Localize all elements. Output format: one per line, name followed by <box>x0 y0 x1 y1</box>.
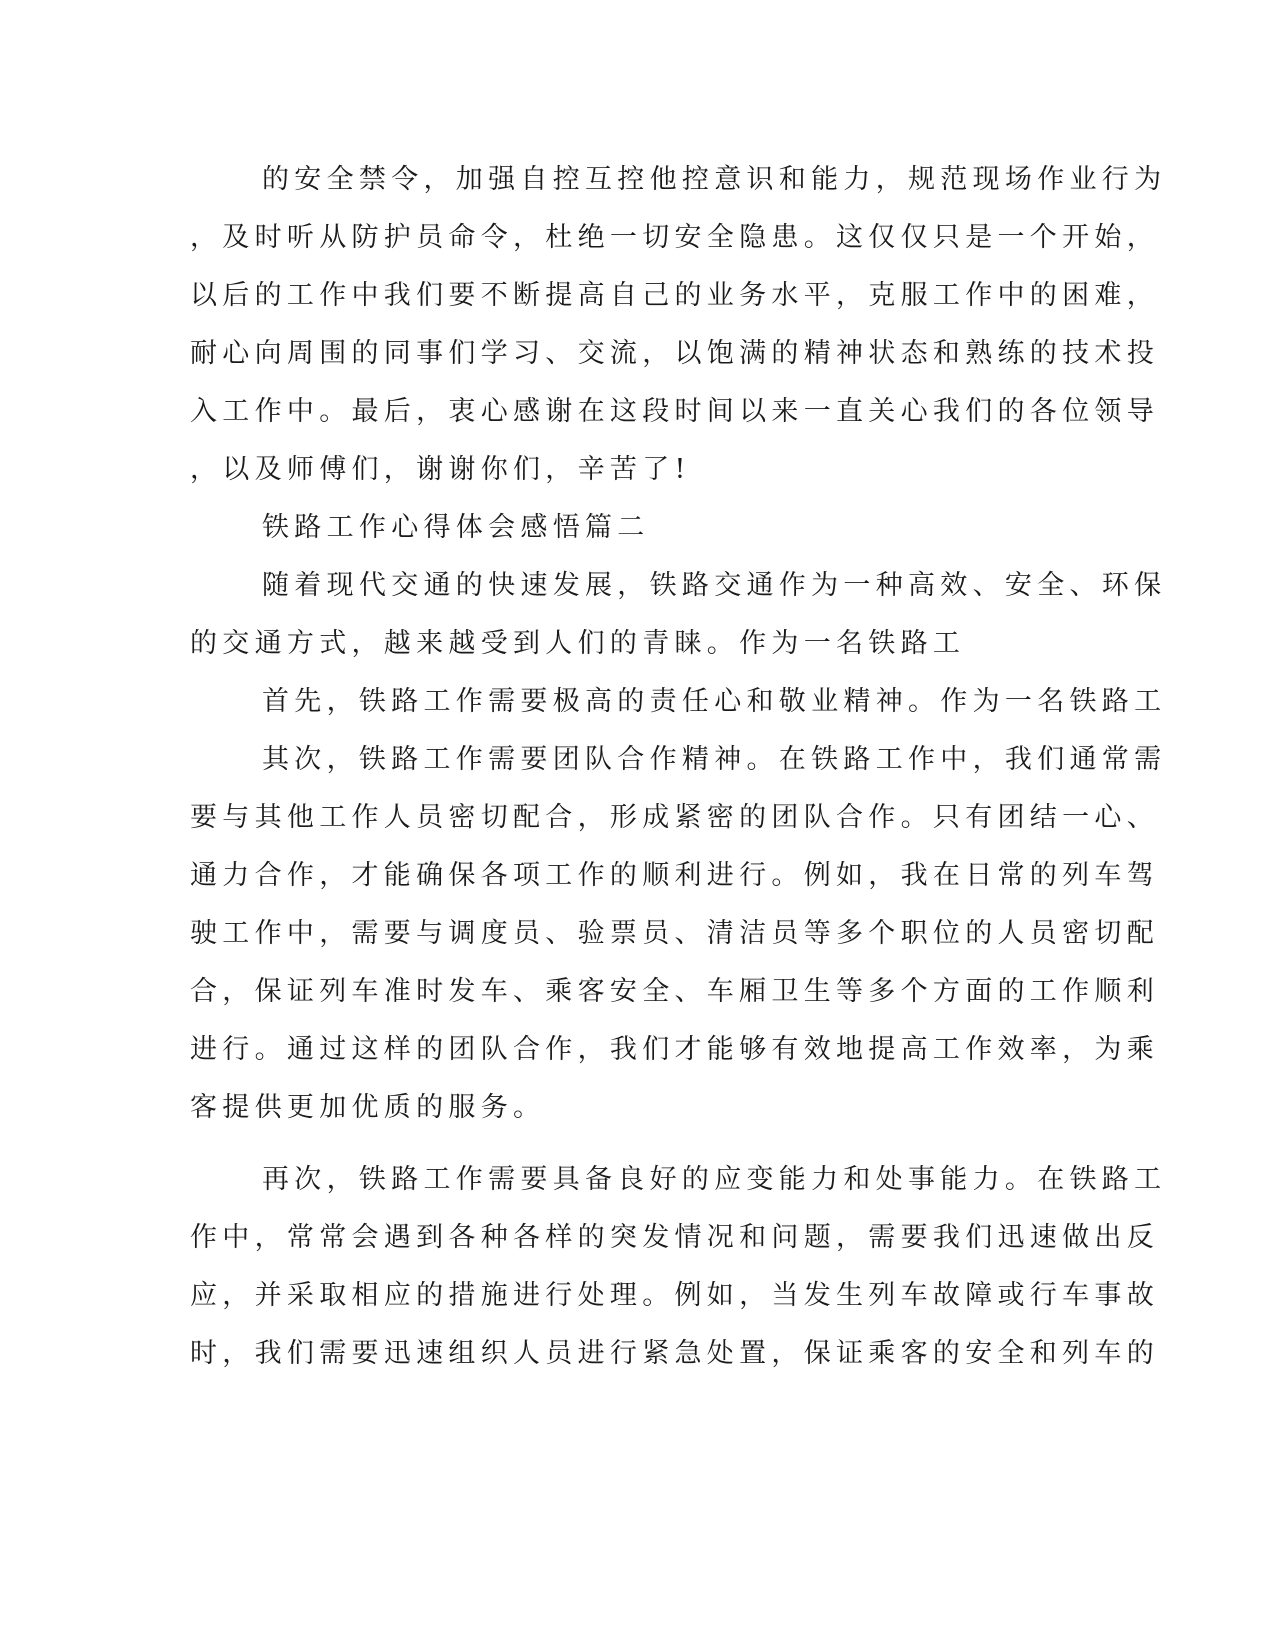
text-line: 再次，铁路工作需要具备良好的应变能力和处事能力。在铁路工 <box>262 1164 1167 1195</box>
text-line: 进行。通过这样的团队合作，我们才能够有效地提高工作效率，为乘 <box>190 1034 1159 1065</box>
text-line: 合，保证列车准时发车、乘客安全、车厢卫生等多个方面的工作顺利 <box>190 976 1159 1007</box>
text-line: 应，并采取相应的措施进行处理。例如，当发生列车故障或行车事故 <box>190 1280 1159 1311</box>
text-line: 通力合作，才能确保各项工作的顺利进行。例如，我在日常的列车驾 <box>190 860 1159 891</box>
text-line: 随着现代交通的快速发展，铁路交通作为一种高效、安全、环保 <box>262 570 1167 601</box>
text-line: ，及时听从防护员命令，杜绝一切安全隐患。这仅仅只是一个开始， <box>190 222 1159 253</box>
text-line: 首先，铁路工作需要极高的责任心和敬业精神。作为一名铁路工 <box>262 686 1167 717</box>
text-line: 要与其他工作人员密切配合，形成紧密的团队合作。只有团结一心、 <box>190 802 1159 833</box>
text-line: 客提供更加优质的服务。 <box>190 1092 546 1123</box>
text-line: 驶工作中，需要与调度员、验票员、清洁员等多个职位的人员密切配 <box>190 918 1159 949</box>
text-line: 作中，常常会遇到各种各样的突发情况和问题，需要我们迅速做出反 <box>190 1222 1159 1253</box>
section-heading: 铁路工作心得体会感悟篇二 <box>262 512 650 543</box>
text-line: 其次，铁路工作需要团队合作精神。在铁路工作中，我们通常需 <box>262 744 1167 775</box>
text-line: 的安全禁令，加强自控互控他控意识和能力，规范现场作业行为 <box>262 164 1167 195</box>
text-line: 耐心向周围的同事们学习、交流，以饱满的精神状态和熟练的技术投 <box>190 338 1159 369</box>
text-line: ，以及师傅们，谢谢你们，辛苦了! <box>190 454 691 485</box>
text-line: 入工作中。最后，衷心感谢在这段时间以来一直关心我们的各位领导 <box>190 396 1159 427</box>
text-line: 的交通方式，越来越受到人们的青睐。作为一名铁路工 <box>190 628 966 659</box>
text-line: 时，我们需要迅速组织人员进行紧急处置，保证乘客的安全和列车的 <box>190 1338 1159 1369</box>
text-line: 以后的工作中我们要不断提高自己的业务水平，克服工作中的困难， <box>190 280 1159 311</box>
